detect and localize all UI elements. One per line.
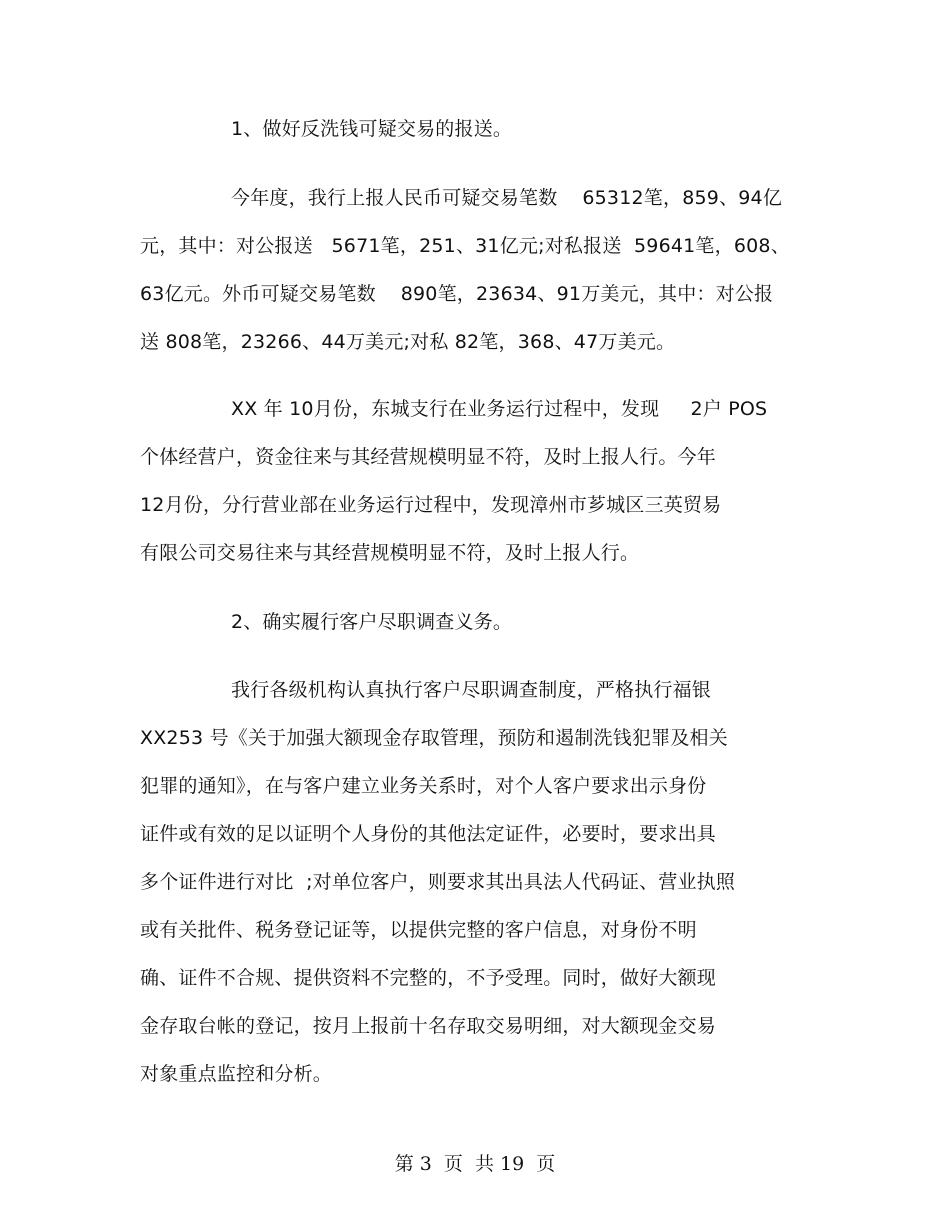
- paragraph-line: 对象重点监控和分析。: [140, 1063, 333, 1085]
- paragraph-line: XX253 号《关于加强大额现金存取管理，预防和遏制洗钱犯罪及相关: [140, 727, 728, 749]
- paragraph-line: 个体经营户，资金往来与其经营规模明显不符，及时上报人行。今年: [140, 446, 717, 468]
- paragraph-line: 证件或有效的足以证明个人身份的其他法定证件，必要时，要求出具: [140, 823, 717, 845]
- paragraph-line: 今年度，我行上报人民币可疑交易笔数 65312笔，859、94亿: [231, 187, 783, 209]
- paragraph-line: 犯罪的通知》，在与客户建立业务关系时，对个人客户要求出示身份: [140, 775, 707, 797]
- paragraph-line: 或有关批件、税务登记证等，以提供完整的客户信息，对身份不明: [140, 919, 697, 941]
- paragraph-line: 我行各级机构认真执行客户尽职调查制度，严格执行福银: [231, 679, 712, 701]
- paragraph-line: XX 年 10月份，东城支行在业务运行过程中，发现 2户 POS: [231, 398, 768, 420]
- paragraph-line: 确、证件不合规、提供资料不完整的，不予受理。同时，做好大额现: [140, 967, 717, 989]
- paragraph-line: 元，其中：对公报送 5671笔，251、31亿元;对私报送 59641笔，608、: [140, 235, 790, 257]
- paragraph-line: 有限公司交易往来与其经营规模明显不符，及时上报人行。: [140, 542, 640, 564]
- paragraph-line: 多个证件进行对比 ;对单位客户，则要求其出具法人代码证、营业执照: [140, 871, 736, 893]
- section-heading-2: 2、确实履行客户尽职调查义务。: [231, 611, 513, 633]
- section-heading-1: 1、做好反洗钱可疑交易的报送。: [231, 118, 513, 140]
- paragraph-line: 12月份，分行营业部在业务运行过程中，发现漳州市芗城区三英贸易: [140, 494, 722, 516]
- page-number-footer: 第 3 页 共 19 页: [394, 1153, 556, 1175]
- paragraph-line: 63亿元。外币可疑交易笔数 890笔，23634、91万美元，其中：对公报: [140, 283, 774, 305]
- paragraph-line: 送 808笔，23266、44万美元;对私 82笔，368、47万美元。: [140, 331, 676, 353]
- paragraph-line: 金存取台帐的登记，按月上报前十名存取交易明细，对大额现金交易: [140, 1015, 717, 1037]
